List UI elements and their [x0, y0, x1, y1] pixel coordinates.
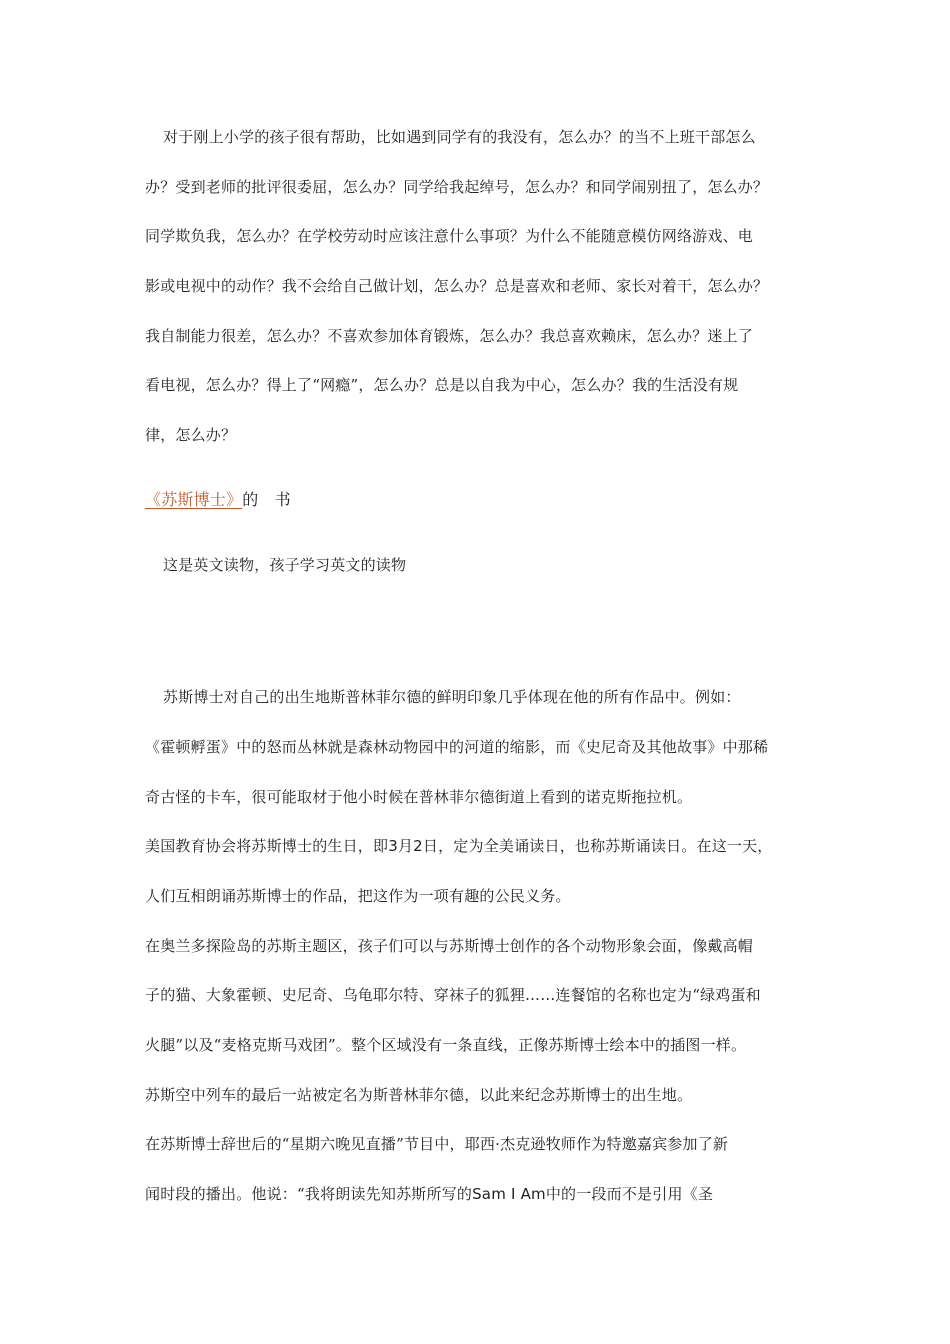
text-segment: 月 — [397, 837, 414, 855]
paragraph-line: 《霍顿孵蛋》中的怒而丛林就是森林动物园中的河道的缩影，而《史尼奇及其他故事》中那稀 — [145, 738, 769, 756]
date-number: 2 — [413, 837, 423, 855]
paragraph-line: 火腿”以及“麦格克斯马戏团”。整个区域没有一条直线，正像苏斯博士绘本中的插图一样。 — [145, 1036, 747, 1054]
paragraph-line: 子的猫、大象霍顿、史尼奇、乌龟耶尔特、穿袜子的狐狸……连餐馆的名称也定为“绿鸡蛋和 — [145, 986, 761, 1004]
paragraph-line: 奇古怪的卡车，很可能取材于他小时候在普林菲尔德街道上看到的诺克斯拖拉机。 — [145, 788, 693, 806]
paragraph-line: 苏斯空中列车的最后一站被定名为斯普林菲尔德，以此来纪念苏斯博士的出生地。 — [145, 1086, 693, 1104]
book-title-latin: Sam I Am — [472, 1185, 546, 1203]
paragraph-line: 律，怎么办？ — [145, 426, 237, 444]
book-note: 这是英文读物，孩子学习英文的读物 — [163, 556, 407, 574]
paragraph-line: 在奥兰多探险岛的苏斯主题区，孩子们可以与苏斯博士创作的各个动物形象会面，像戴高帽 — [145, 937, 754, 955]
paragraph-line: 苏斯博士对自己的出生地斯普林菲尔德的鲜明印象几乎体现在他的所有作品中。例如： — [163, 688, 741, 706]
paragraph-line: 看电视，怎么办？得上了“网瘾”，怎么办？总是以自我为中心，怎么办？我的生活没有规 — [145, 376, 739, 394]
paragraph-line: 影或电视中的动作？我不会给自己做计划，怎么办？总是喜欢和老师、家长对着干，怎么办？ — [145, 277, 769, 295]
paragraph-line: 我自制能力很差，怎么办？不喜欢参加体育锻炼，怎么办？我总喜欢赖床，怎么办？迷上了 — [145, 327, 754, 345]
text-segment: 中的一段而不是引用《圣 — [545, 1185, 714, 1203]
paragraph-line: 在苏斯博士辞世后的“星期六晚见直播”节目中，耶西·杰克逊牧师作为特邀嘉宾参加了新 — [145, 1135, 729, 1153]
book-heading-suffix: 的 书 — [242, 490, 291, 509]
paragraph-line: 对于刚上小学的孩子很有帮助，比如遇到同学有的我没有，怎么办？的当不上班干部怎么 — [163, 128, 756, 146]
paragraph-line — [145, 836, 825, 856]
book-heading — [145, 490, 825, 510]
paragraph-line: 办？受到老师的批评很委屈，怎么办？同学给我起绰号，怎么办？和同学闹别扭了，怎么办？ — [145, 178, 769, 196]
book-title-link[interactable]: 《苏斯博士》 — [145, 490, 243, 509]
text-segment: 美国教育协会将苏斯博士的生日，即 — [145, 837, 389, 855]
paragraph-line: 人们互相朗诵苏斯博士的作品，把这作为一项有趣的公民义务。 — [145, 887, 571, 905]
date-number: 3 — [388, 837, 398, 855]
paragraph-line — [145, 1184, 825, 1204]
text-segment: 闻时段的播出。他说：“我将朗读先知苏斯所写的 — [145, 1185, 473, 1203]
text-segment: 日，定为全美诵读日，也称苏斯诵读日。在这一天， — [422, 837, 773, 855]
paragraph-line: 同学欺负我，怎么办？在学校劳动时应该注意什么事项？为什么不能随意模仿网络游戏、电 — [145, 227, 754, 245]
